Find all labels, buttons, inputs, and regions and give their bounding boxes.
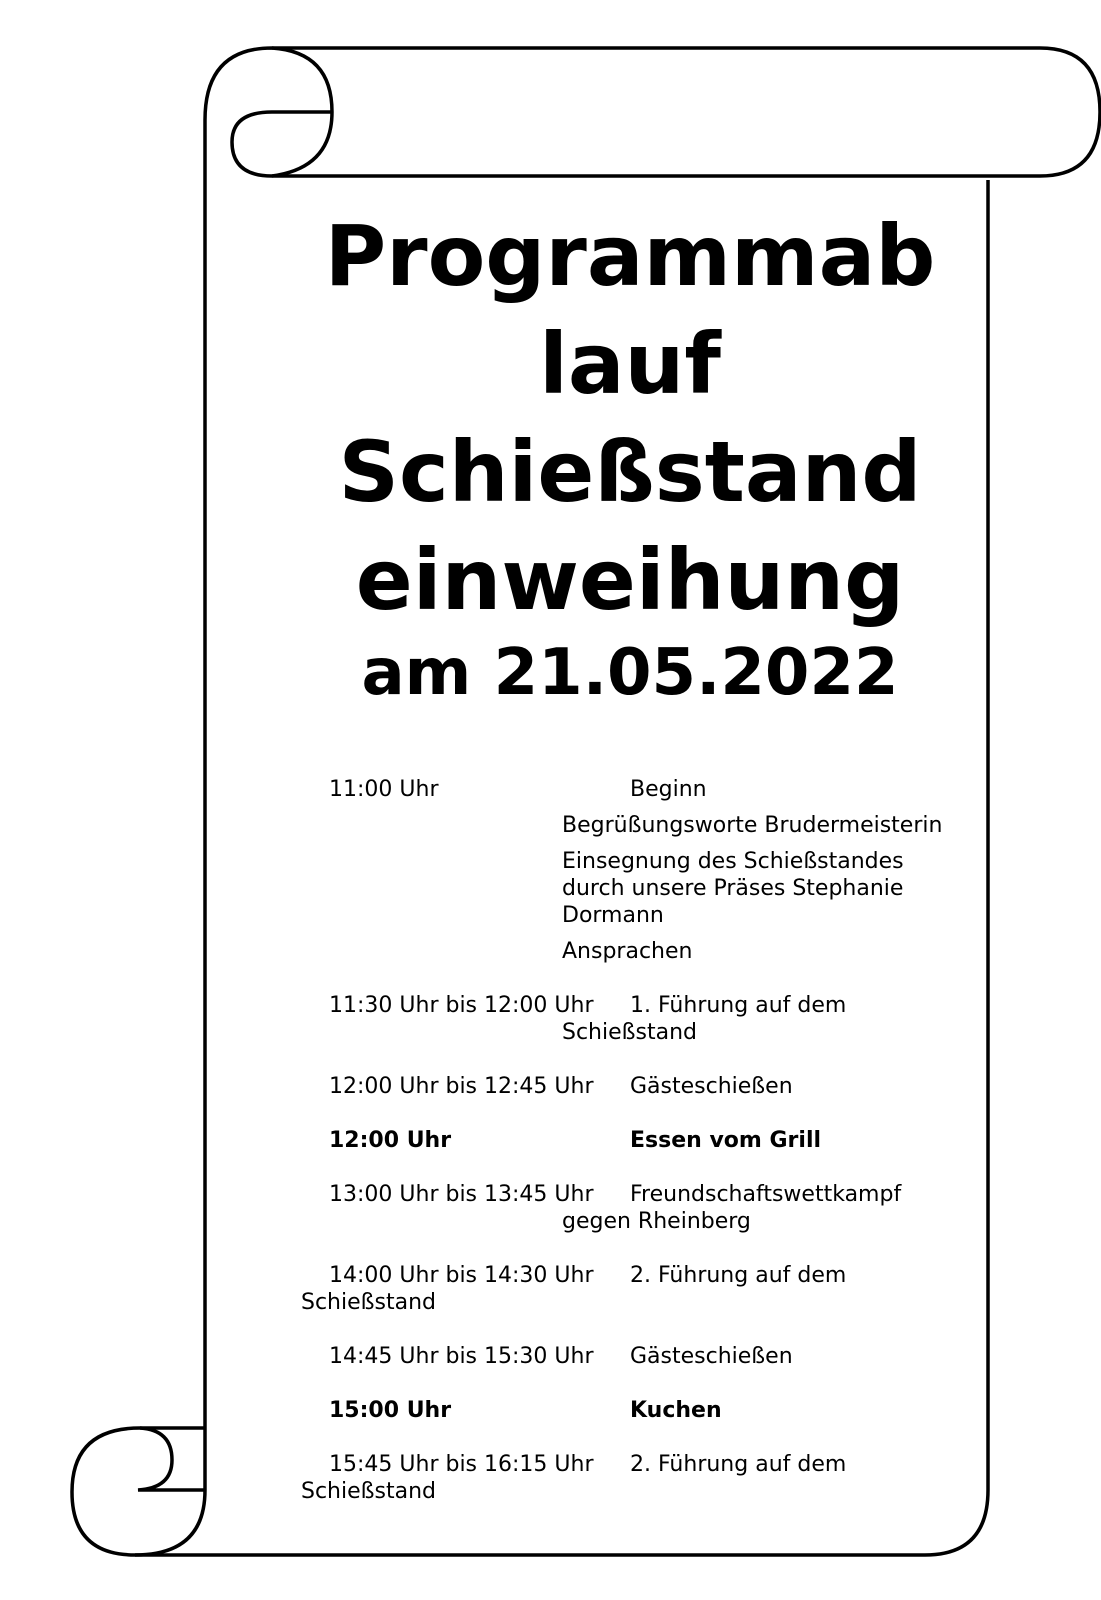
item-9-cont: Schießstand [301, 1290, 436, 1315]
time-10: 14:45 Uhr bis 15:30 Uhr [329, 1344, 594, 1369]
item-5-cont: Schießstand [562, 1020, 697, 1045]
title-date: am 21.05.2022 [361, 636, 899, 710]
item-11: Kuchen [630, 1398, 722, 1423]
item-9: 2. Führung auf dem [630, 1263, 847, 1288]
title-line-2: lauf [539, 315, 721, 413]
time-7: 12:00 Uhr [329, 1128, 452, 1153]
time-5: 11:30 Uhr bis 12:00 Uhr [329, 993, 594, 1018]
item-10: Gästeschießen [630, 1344, 793, 1369]
title-line-4: einweihung [355, 531, 905, 629]
item-8-cont: gegen Rheinberg [562, 1209, 751, 1234]
title-line-3: Schießstand [338, 423, 922, 521]
time-8: 13:00 Uhr bis 13:45 Uhr [329, 1182, 594, 1207]
item-3-line-1: Einsegnung des Schießstandes [562, 849, 904, 874]
time-1: 11:00 Uhr [329, 777, 439, 802]
item-12-cont: Schießstand [301, 1479, 436, 1504]
item-2: Begrüßungsworte Brudermeisterin [562, 813, 943, 838]
time-11: 15:00 Uhr [329, 1398, 452, 1423]
item-12: 2. Führung auf dem [630, 1452, 847, 1477]
item-8: Freundschaftswettkampf [630, 1182, 902, 1207]
time-6: 12:00 Uhr bis 12:45 Uhr [329, 1074, 594, 1099]
item-3-line-3: Dormann [562, 903, 664, 928]
item-7: Essen vom Grill [630, 1128, 822, 1153]
item-6: Gästeschießen [630, 1074, 793, 1099]
time-9: 14:00 Uhr bis 14:30 Uhr [329, 1263, 594, 1288]
item-1: Beginn [630, 777, 707, 802]
title-line-1: Programmab [324, 207, 936, 305]
time-12: 15:45 Uhr bis 16:15 Uhr [329, 1452, 594, 1477]
item-5: 1. Führung auf dem [630, 993, 847, 1018]
item-3-line-2: durch unsere Präses Stephanie [562, 876, 904, 901]
item-4: Ansprachen [562, 939, 693, 964]
